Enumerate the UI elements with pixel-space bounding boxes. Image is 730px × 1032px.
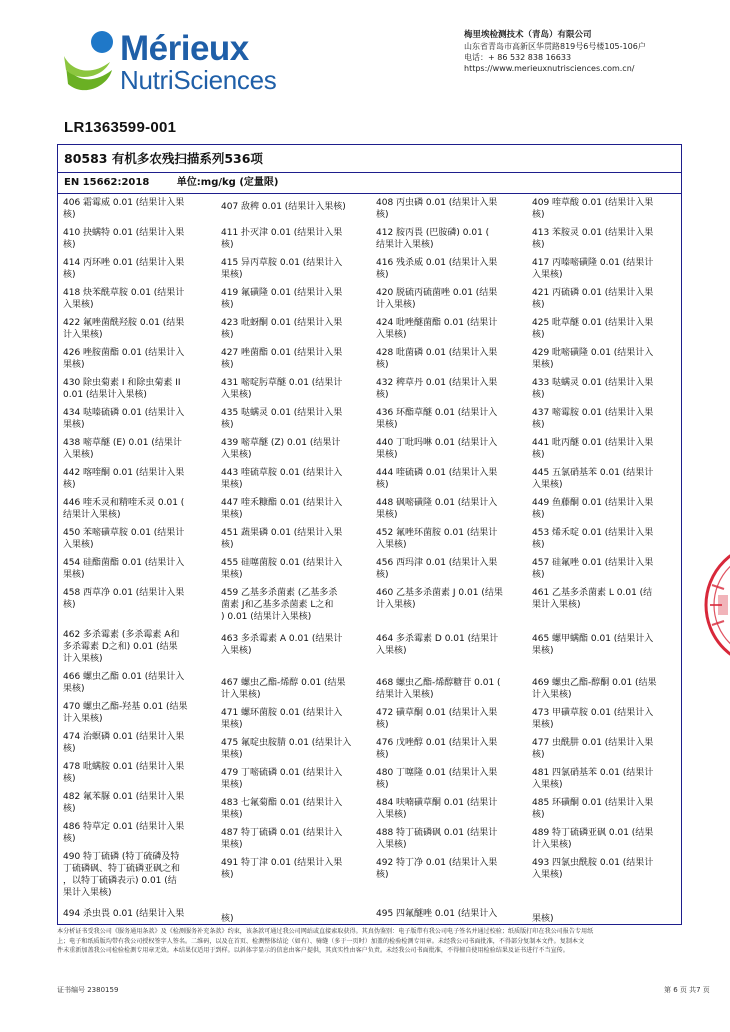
analyte-entry-line: 484 呋喃磺草酮 0.01 (结果计 [376, 798, 498, 808]
analyte-entry [532, 257, 680, 281]
company-name: 梅里埃检测技术（青岛）有限公司 [464, 30, 592, 40]
analyte-entry-line: 477 虫酰肼 0.01 (结果计入果 [532, 738, 654, 748]
analyte-entry-line: 入果核) [221, 450, 252, 460]
analyte-entry-line: 475 氟啶虫胺腈 0.01 (结果计入 [221, 738, 352, 748]
analyte-entry-line: 核) [376, 270, 389, 280]
analyte-entry-line: 480 丁噻隆 0.01 (结果计入果 [376, 768, 498, 778]
analyte-entry [376, 857, 524, 881]
analyte-entry-line: 计入果核) [221, 690, 261, 700]
analyte-entry-line: 456 西玛津 0.01 (结果计入果 [376, 558, 498, 568]
analyte-entry-line: 入果核) [532, 780, 563, 790]
analyte-entry-line: 果核) [221, 480, 243, 490]
analyte-entry-line: 入果核) [532, 870, 563, 880]
disclaimer-note [57, 927, 685, 956]
analyte-entry [221, 437, 369, 461]
analyte-entry-line: 471 螺环菌胺 0.01 (结果计入 [221, 708, 343, 718]
analyte-entry [221, 737, 369, 761]
analyte-entry [532, 633, 680, 657]
analyte-entry-line: 465 螺甲螨酯 0.01 (结果计入 [532, 634, 654, 644]
analyte-entry [63, 377, 211, 401]
analyte-entry-line: 495 四氟醚唑 0.01 (结果计入 [376, 909, 498, 919]
analyte-entry [532, 377, 680, 401]
analyte-entry-line: 461 乙基多杀菌素 L 0.01 (结 [532, 588, 653, 598]
analyte-entry-line: 果核) [221, 780, 243, 790]
analyte-entry-line: 核) [63, 804, 76, 814]
analyte-entry-line: 453 烯禾啶 0.01 (结果计入果 [532, 528, 654, 538]
analyte-entry-line: 果核) [63, 360, 85, 370]
analyte-entry [63, 407, 211, 431]
analyte-entry-line: 415 异丙草胺 0.01 (结果计入 [221, 258, 343, 268]
analyte-entry-line: 458 西草净 0.01 (结果计入果 [63, 588, 185, 598]
analyte-entry-line: 491 特丁津 0.01 (结果计入果 [221, 858, 343, 868]
analyte-entry [63, 467, 211, 491]
analyte-entry-line: 481 四氯硝基苯 0.01 (结果计 [532, 768, 654, 778]
analyte-entry [63, 197, 211, 221]
analyte-entry-line: 464 多杀霉素 D 0.01 (结果计 [376, 634, 499, 644]
analyte-entry-line: 入果核) [221, 646, 252, 656]
analyte-entry-line: 果核) [532, 360, 554, 370]
analyte-entry-line: 核) [63, 834, 76, 844]
analyte-entry [532, 437, 680, 461]
analyte-entry-line: 440 丁吡吗啉 0.01 (结果计入 [376, 438, 498, 448]
analyte-entry [63, 629, 211, 665]
analyte-entry-line: 核) [376, 780, 389, 790]
analyte-entry [376, 677, 524, 701]
analyte-entry [63, 497, 211, 521]
analyte-entry-line: 494 杀虫畏 0.01 (结果计入果 [63, 909, 185, 919]
analyte-entry [221, 827, 369, 851]
analyte-entry [221, 467, 369, 491]
analyte-entry-line: 入果核) [532, 480, 563, 490]
unit-label: 单位:mg/kg (定量限) [176, 177, 279, 188]
analyte-entry [376, 908, 524, 920]
analyte-entry-line: 444 喹硫磷 0.01 (结果计入果 [376, 468, 498, 478]
analyte-entry-line: 434 哒嗪硫磷 0.01 (结果计入 [63, 408, 185, 418]
analyte-entry [532, 587, 680, 611]
analyte-entry-line: 核) [532, 810, 545, 820]
analyte-entry [63, 317, 211, 341]
analyte-entry [376, 257, 524, 281]
analyte-entry-line: 核) [63, 744, 76, 754]
analyte-entry-line: 424 吡唑醚菌酯 0.01 (结果计 [376, 318, 498, 328]
analyte-entry-line: 427 唑菌酯 0.01 (结果计入果 [221, 348, 343, 358]
analyte-entry-line: 入果核) [532, 270, 563, 280]
analyte-entry [532, 287, 680, 311]
analyte-entry-line: 441 吡丙醚 0.01 (结果计入果 [532, 438, 654, 448]
analyte-entry-line: 447 喹禾糠酯 0.01 (结果计入 [221, 498, 343, 508]
analyte-entry-line: 467 螺虫乙酯-烯醇 0.01 (结果 [221, 678, 346, 688]
section-subheader [58, 173, 681, 194]
analyte-entry-line: 核) [532, 510, 545, 520]
analyte-entry-line: 入果核) [63, 300, 94, 310]
analyte-entry [376, 197, 524, 221]
analyte-entry-line: 425 吡草醚 0.01 (结果计入果 [532, 318, 654, 328]
analyte-entry [532, 767, 680, 791]
analyte-entry-line: 果计入果核) [63, 888, 112, 898]
analyte-entry [63, 701, 211, 725]
analyte-entry [376, 797, 524, 821]
analyte-entry-line: 计入果核) [532, 840, 572, 850]
analyte-entry-line: 418 炔苯酰草胺 0.01 (结果计 [63, 288, 185, 298]
analyte-entry [63, 347, 211, 371]
analyte-entry-line: 452 氟唑环菌胺 0.01 (结果计 [376, 528, 498, 538]
analyte-entry [376, 737, 524, 761]
analyte-entry-line: 472 磺草酮 0.01 (结果计入果 [376, 708, 498, 718]
analyte-entry [376, 557, 524, 581]
analyte-entry-line: 果核) [63, 684, 85, 694]
analyte-entry-line: 核) [532, 240, 545, 250]
analyte-entry [532, 557, 680, 581]
analyte-entry-line: 核) [532, 330, 545, 340]
analyte-entry [221, 587, 369, 623]
analyte-entry-line: 430 除虫菊素 I 和除虫菊素 II [63, 378, 181, 388]
analyte-entry-line: 核) [532, 540, 545, 550]
analyte-entry-line: 420 脱硫丙硫菌唑 0.01 (结果 [376, 288, 498, 298]
analyte-entry-line: 422 氟唑菌酰羟胺 0.01 (结果 [63, 318, 185, 328]
analyte-entry [532, 197, 680, 221]
analyte-entry-line: 果核) [221, 810, 243, 820]
analyte-entry [63, 227, 211, 251]
analyte-entry-line: 460 乙基多杀菌素 J 0.01 (结果 [376, 588, 503, 598]
analyte-entry-line: 结果计入果核) [376, 240, 434, 250]
analyte-entry-line: 菌素 J和乙基多杀菌素 L之和 [221, 600, 334, 610]
analyte-entry [532, 497, 680, 521]
analyte-entry-line: 421 丙硫磷 0.01 (结果计入果 [532, 288, 654, 298]
analyte-entry [376, 497, 524, 521]
analyte-entry-line: 445 五氯硝基苯 0.01 (结果计 [532, 468, 654, 478]
analyte-entry-line: 410 抉螨特 0.01 (结果计入果 [63, 228, 185, 238]
analyte-entry-line: 果核) [221, 570, 243, 580]
analyte-entry-line: 409 喹草酸 0.01 (结果计入果 [532, 198, 654, 208]
analyte-entry [63, 587, 211, 611]
analyte-entry [532, 317, 680, 341]
analyte-entry-line: 486 特草定 0.01 (结果计入果 [63, 822, 185, 832]
analyte-entry-line: 429 吡嘧磺隆 0.01 (结果计入 [532, 348, 654, 358]
analyte-entry-line: 466 螺虫乙酯 0.01 (结果计入 [63, 672, 185, 682]
analyte-entry [63, 557, 211, 581]
analyte-entry-line: 412 胺丙畏 (巴胺磷) 0.01 ( [376, 228, 490, 238]
analyte-entry-line: 果核) [376, 450, 398, 460]
analyte-entry-line: 果核) [221, 720, 243, 730]
analyte-entry-line: 核) [376, 870, 389, 880]
analyte-entry-line: 核) [376, 720, 389, 730]
analyte-entry-line: 451 蔬果磷 0.01 (结果计入果 [221, 528, 343, 538]
analyte-entry-line: 476 戊唑醇 0.01 (结果计入果 [376, 738, 498, 748]
analyte-entry-line: 果核) [63, 570, 85, 580]
analyte-entry-line: 结果计入果核) [63, 510, 121, 520]
analyte-entry [221, 407, 369, 431]
disclaimer-line: 本分析证书受我公司《服务通用条款》及《检测服务补充条款》约束，该条款可通过我公司网站或直接索取获得。其真伪鉴别：电子版带有我公司电子签名并通过校验；纸质版打印在我公司报告专用纸 [57, 928, 594, 935]
analyte-entry-line: 入果核) [376, 810, 407, 820]
analyte-entry-line: 428 吡菌磷 0.01 (结果计入果 [376, 348, 498, 358]
analyte-entry [221, 857, 369, 881]
analyte-entry-line: 核) [63, 600, 76, 610]
analyte-entry [376, 467, 524, 491]
analyte-entry-line: 435 哒螨灵 0.01 (结果计入果 [221, 408, 343, 418]
analyte-entry [376, 767, 524, 791]
analyte-entry [63, 527, 211, 551]
results-table [57, 144, 682, 925]
analyte-entry-line: ) 0.01 (结果计入果核) [221, 612, 312, 622]
analyte-entry-line: 436 环酯草醚 0.01 (结果计入 [376, 408, 498, 418]
analyte-entry-line: 果核) [221, 840, 243, 850]
analyte-entry [376, 437, 524, 461]
official-seal-stamp-icon [698, 535, 730, 675]
analyte-entry [376, 317, 524, 341]
analyte-entry-line: 455 硅噻菌胺 0.01 (结果计入 [221, 558, 343, 568]
analyte-entry-line: 入果核) [376, 330, 407, 340]
analyte-entry [376, 377, 524, 401]
analyte-entry-line: 核) [532, 750, 545, 760]
report-number: LR1363599-001 [64, 119, 177, 136]
analyte-entry [221, 287, 369, 311]
analyte-entry-line: 核) [221, 870, 234, 880]
analyte-entry-line: 核) [376, 360, 389, 370]
analyte-grid [58, 194, 681, 924]
analyte-entry-line: 核) [532, 390, 545, 400]
analyte-entry-line: 核) [376, 750, 389, 760]
analyte-entry [532, 737, 680, 761]
analyte-entry [376, 587, 524, 611]
analyte-entry [221, 913, 369, 925]
logo-mark-icon [62, 26, 120, 100]
section-title: 80583 有机多农残扫描系列536项 [58, 145, 681, 173]
analyte-entry-line: 469 螺虫乙酯-醇酮 0.01 (结果 [532, 678, 657, 688]
analyte-entry-line: 0.01 (结果计入果核) [63, 390, 147, 400]
analyte-entry [221, 767, 369, 791]
analyte-entry-line: 果核) [376, 420, 398, 430]
analyte-entry-line: 果核) [532, 914, 554, 924]
analyte-entry-line: 483 七氟菊酯 0.01 (结果计入 [221, 798, 343, 808]
company-address: 山东省青岛市高新区华贯路819号6号楼105-106户 [464, 42, 646, 51]
analyte-entry [532, 677, 680, 701]
analyte-entry-line: 416 残杀威 0.01 (结果计入果 [376, 258, 498, 268]
analyte-entry-line: 核) [63, 210, 76, 220]
analyte-entry-line: 493 四氯虫酰胺 0.01 (结果计 [532, 858, 654, 868]
analyte-entry [63, 761, 211, 785]
company-info [464, 30, 646, 74]
analyte-entry-line: 446 喹禾灵和精喹禾灵 0.01 ( [63, 498, 185, 508]
analyte-entry-line: 果计入果核) [532, 600, 581, 610]
analyte-entry-line: 果核) [532, 720, 554, 730]
analyte-entry-line: 结果计入果核) [376, 690, 434, 700]
analyte-entry [221, 347, 369, 371]
analyte-entry-line: 核) [221, 330, 234, 340]
analyte-entry [532, 857, 680, 881]
analyte-entry [63, 908, 211, 920]
analyte-entry-line: 果核) [221, 750, 243, 760]
analyte-entry [376, 407, 524, 431]
analyte-entry [63, 287, 211, 311]
analyte-entry-line: 核) [221, 360, 234, 370]
analyte-entry [376, 227, 524, 251]
analyte-entry-line: 计入果核) [63, 714, 103, 724]
page-number: 第 6 页 共7 页 [664, 986, 710, 994]
analyte-entry-line: 果核) [532, 646, 554, 656]
analyte-entry [376, 287, 524, 311]
analyte-entry-line: 入果核) [376, 646, 407, 656]
merieux-logo [62, 26, 277, 100]
analyte-entry-line: 482 氟苯脲 0.01 (结果计入果 [63, 792, 185, 802]
analyte-entry [221, 317, 369, 341]
analyte-entry-line: 多杀霉素 D之和) 0.01 (结果 [63, 642, 178, 652]
analyte-entry-line: 果核) [221, 510, 243, 520]
analyte-entry-line: 490 特丁硫磷 (特丁硫磷及特 [63, 852, 180, 862]
analyte-entry [376, 347, 524, 371]
analyte-entry [221, 377, 369, 401]
analyte-entry [221, 677, 369, 701]
analyte-entry [376, 527, 524, 551]
analyte-entry-line: 核) [63, 270, 76, 280]
analyte-entry-line: 457 硅氟唑 0.01 (结果计入果 [532, 558, 654, 568]
analyte-entry [63, 851, 211, 899]
analyte-entry-line: 核) [532, 450, 545, 460]
analyte-entry [376, 707, 524, 731]
analyte-entry-line: 入果核) [376, 840, 407, 850]
analyte-entry-line: 核) [221, 540, 234, 550]
analyte-entry [221, 707, 369, 731]
analyte-entry-line: 核) [221, 914, 234, 924]
analyte-entry-line: 入果核) [63, 450, 94, 460]
analyte-entry-line: 439 嘧草醚 (Z) 0.01 (结果计 [221, 438, 341, 448]
analyte-entry-line: 核) [532, 570, 545, 580]
analyte-entry-line: 448 砜嘧磺隆 0.01 (结果计入 [376, 498, 498, 508]
analyte-entry [532, 347, 680, 371]
analyte-entry-line: 438 嘧草醚 (E) 0.01 (结果计 [63, 438, 182, 448]
analyte-entry-line: 414 丙环唑 0.01 (结果计入果 [63, 258, 185, 268]
analyte-entry-line: 449 鱼藤酮 0.01 (结果计入果 [532, 498, 654, 508]
analyte-entry-line: 核) [376, 570, 389, 580]
disclaimer-line: 上；电子和纸质版均带有我公司授权签字人签名。二维码，以及在首页、检测整体结论（如有）、骑缝（多于一页时）加盖的检验检测专用章。未经我公司书面批准，不得部分复制本文件。复制本文 [57, 937, 585, 945]
analyte-entry-line: 459 乙基多杀菌素 (乙基多杀 [221, 588, 338, 598]
analyte-entry-line: 计入果核) [63, 654, 103, 664]
analyte-entry-line: 437 嘧霉胺 0.01 (结果计入果 [532, 408, 654, 418]
analyte-entry-line: 406 霜霉威 0.01 (结果计入果 [63, 198, 185, 208]
analyte-entry [63, 437, 211, 461]
analyte-entry [532, 827, 680, 851]
analyte-entry [63, 821, 211, 845]
analyte-entry-line: 473 甲磺草胺 0.01 (结果计入 [532, 708, 654, 718]
analyte-entry-line: 413 苯胺灵 0.01 (结果计入果 [532, 228, 654, 238]
analyte-entry-line: 核) [532, 300, 545, 310]
certificate-number: 证书编号 2380159 [57, 986, 119, 994]
analyte-entry [221, 201, 369, 213]
analyte-entry-line: 450 苯嘧磺草胺 0.01 (结果计 [63, 528, 185, 538]
logo-wordmark-secondary: NutriSciences [120, 65, 277, 95]
analyte-entry-line: 468 螺虫乙酯-烯醇糖苷 0.01 ( [376, 678, 501, 688]
analyte-entry-line: 462 多杀霉素 (多杀霉素 A和 [63, 630, 180, 640]
analyte-entry-line: 入果核) [221, 390, 252, 400]
analyte-entry-line: 474 治螟磷 0.01 (结果计入果 [63, 732, 185, 742]
company-url: https://www.merieuxnutrisciences.com.cn/ [464, 64, 635, 73]
analyte-entry-line: 计入果核) [63, 330, 103, 340]
analyte-entry-line: 433 哒螨灵 0.01 (结果计入果 [532, 378, 654, 388]
analyte-entry-line: 423 吡蚜酮 0.01 (结果计入果 [221, 318, 343, 328]
analyte-entry-line: 443 喹硫草胺 0.01 (结果计入 [221, 468, 343, 478]
analyte-entry [532, 707, 680, 731]
analyte-entry-line: 431 嘧啶肟草醚 0.01 (结果计 [221, 378, 343, 388]
analyte-entry-line: 计入果核) [376, 600, 416, 610]
analyte-entry-line: 果核) [221, 270, 243, 280]
analyte-entry-line: 核) [532, 210, 545, 220]
analyte-entry [221, 257, 369, 281]
analyte-entry [63, 791, 211, 815]
analyte-entry [221, 227, 369, 251]
analyte-entry [376, 827, 524, 851]
analyte-entry-line: 果核) [376, 510, 398, 520]
analyte-entry-line: 入果核) [376, 540, 407, 550]
analyte-entry [532, 797, 680, 821]
analyte-entry [221, 557, 369, 581]
analyte-entry-line: 426 唑胺菌酯 0.01 (结果计入 [63, 348, 185, 358]
analyte-entry-line: 核) [532, 420, 545, 430]
analyte-entry-line: 核) [63, 480, 76, 490]
analyte-entry [532, 467, 680, 491]
analyte-entry [532, 913, 680, 925]
analyte-entry [221, 497, 369, 521]
analyte-entry-line: 463 多杀霉素 A 0.01 (结果计 [221, 634, 343, 644]
company-phone: 电话：+ 86 532 838 16633 [464, 53, 572, 62]
analyte-entry-line: 454 硅酯菌酯 0.01 (结果计入 [63, 558, 185, 568]
analyte-entry-line: 487 特丁硫磷 0.01 (结果计入 [221, 828, 343, 838]
analyte-entry-line: 442 喀喹酮 0.01 (结果计入果 [63, 468, 185, 478]
analyte-entry [532, 527, 680, 551]
analyte-entry [63, 731, 211, 755]
analyte-entry [63, 671, 211, 695]
analyte-entry [532, 227, 680, 251]
analyte-entry-line: 489 特丁硫磷亚砜 0.01 (结果 [532, 828, 654, 838]
analyte-entry-line: 485 环磺酮 0.01 (结果计入果 [532, 798, 654, 808]
analyte-entry-line: 432 稗草丹 0.01 (结果计入果 [376, 378, 498, 388]
analyte-entry-line: 419 氟磺隆 0.01 (结果计入果 [221, 288, 343, 298]
analyte-entry [376, 633, 524, 657]
analyte-entry-line: 417 丙嗪嘧磺隆 0.01 (结果计 [532, 258, 654, 268]
analyte-entry-line: 479 丁嘧硫磷 0.01 (结果计入 [221, 768, 343, 778]
analyte-entry [221, 633, 369, 657]
analyte-entry-line: 核) [63, 240, 76, 250]
analyte-entry-line: 核) [376, 390, 389, 400]
analyte-entry-line: 核) [376, 480, 389, 490]
disclaimer-line: 件未重新加盖我公司检验检测专用章无效。本结果仅适用于到样。以斜体字显示的信息由客户提供，其真实性由客户负责。未经我公司书面批准，不得擅自使用检验结果及证书进行不当宣传。 [57, 947, 569, 954]
analyte-entry-line: 果核) [63, 420, 85, 430]
analyte-entry-line: 核) [376, 210, 389, 220]
logo-wordmark-primary: Mérieux [120, 29, 249, 68]
analyte-entry-line: 核) [63, 774, 76, 784]
analyte-entry-line: 488 特丁硫磷砜 0.01 (结果计 [376, 828, 498, 838]
analyte-entry [221, 527, 369, 551]
analyte-entry-line: 411 扑灭津 0.01 (结果计入果 [221, 228, 343, 238]
analyte-entry-line: 407 敌稗 0.01 (结果计入果核) [221, 202, 346, 212]
analyte-entry-line: ，以特丁硫磷表示) 0.01 (结 [63, 876, 177, 886]
analyte-entry-line: 470 螺虫乙酯-羟基 0.01 (结果 [63, 702, 188, 712]
analyte-entry-line: 丁硫磷砜、特丁硫磷亚砜之和 [63, 864, 181, 874]
analyte-entry-line: 计入果核) [532, 690, 572, 700]
analyte-entry-line: 478 吡螨胺 0.01 (结果计入果 [63, 762, 185, 772]
analyte-entry [63, 257, 211, 281]
method-standard: EN 15662:2018 [64, 177, 150, 188]
analyte-entry-line: 计入果核) [376, 300, 416, 310]
analyte-entry-line: 核) [221, 420, 234, 430]
analyte-entry-line: 492 特丁净 0.01 (结果计入果 [376, 858, 498, 868]
analyte-entry-line: 核) [221, 240, 234, 250]
analyte-entry-line: 核) [221, 300, 234, 310]
analyte-entry [221, 797, 369, 821]
analyte-entry [532, 407, 680, 431]
analyte-entry-line: 入果核) [63, 540, 94, 550]
analyte-entry-line: 408 丙虫磷 0.01 (结果计入果 [376, 198, 498, 208]
